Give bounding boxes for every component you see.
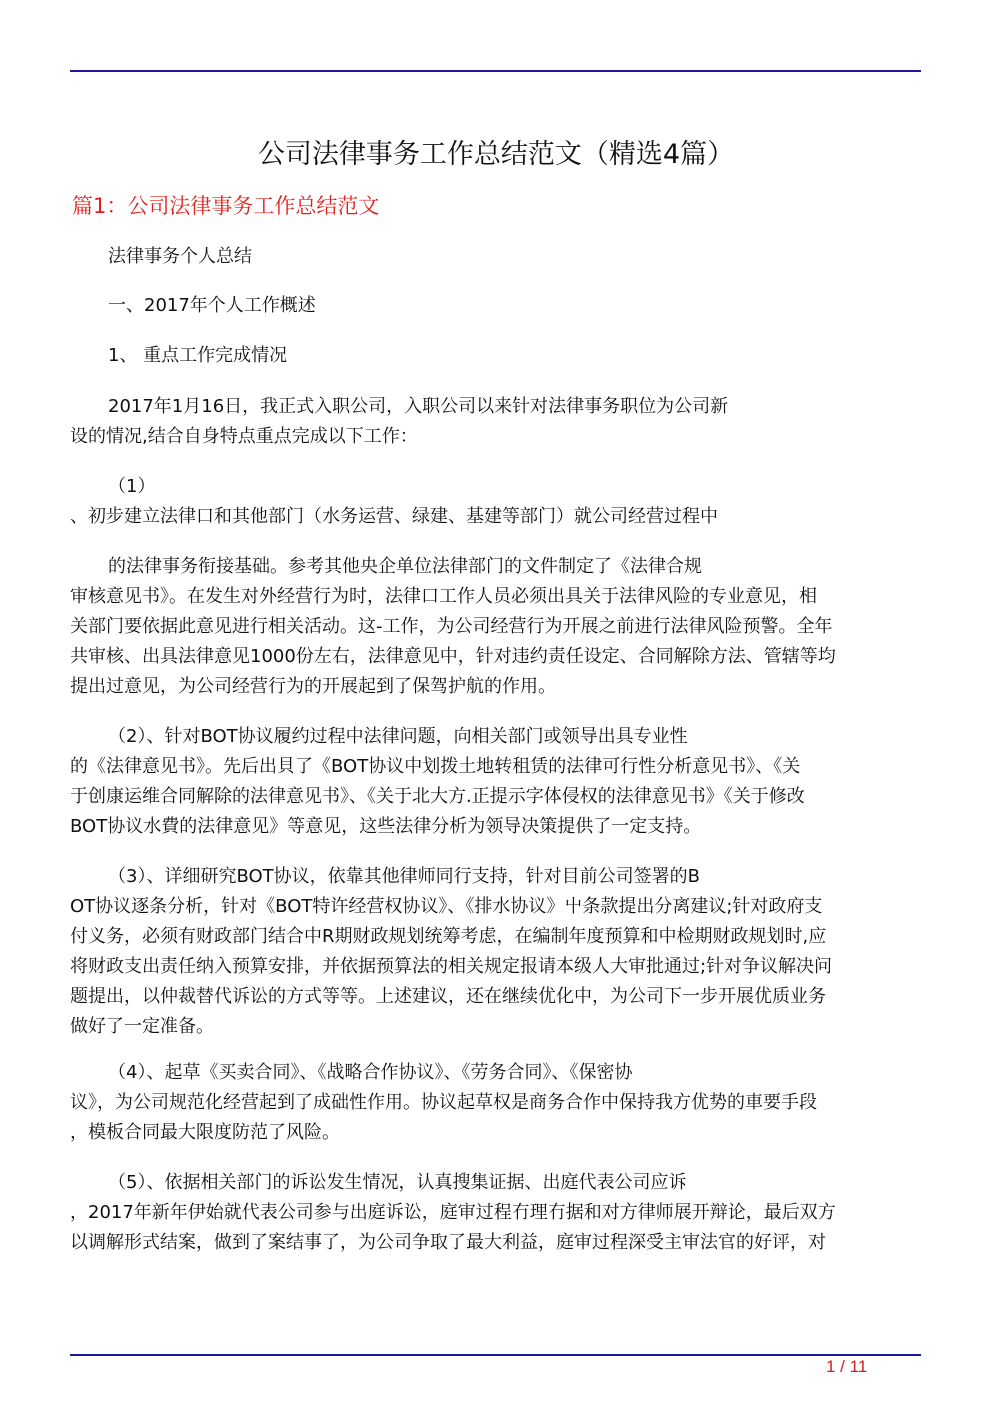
paragraph xyxy=(70,1058,922,1148)
paragraph xyxy=(70,472,922,532)
line: BOT协议水費的法律意见》等意见，这些法律分析为领导决策提供了一定支持。 xyxy=(70,816,702,837)
line: 、初步建立法律口和其他部门（水务运营、绿建、基建等部门）就公司经营过程中 xyxy=(70,506,718,527)
line: 法律事务个人总结 xyxy=(108,246,252,267)
paragraph xyxy=(70,722,922,842)
line: ，2017年新年伊始就代表公司参与出庭诉讼，庭审过程冇理冇据和对方律师展开辩论，最后双方 xyxy=(70,1202,836,1223)
line: 做好了一定准备。 xyxy=(70,1016,214,1037)
line: 关部门要依据此意见进行相关活动。这-工作，为公司经营行为开展之前进行法律风险预警。全年 xyxy=(70,616,833,637)
paragraph xyxy=(70,1168,922,1258)
line: 一、2017年个人工作概述 xyxy=(108,295,316,316)
line: 1、 重点工作完成情况 xyxy=(108,345,288,366)
header-rule xyxy=(70,70,921,72)
line: （2）、针对BOT协议履约过程中法律问题，向相关部门或领导出具专业性 xyxy=(108,726,688,747)
line: 共审核、出具法律意见1000份左右，法律意见中，针对违约责任设定、合同解除方法、管辖等均 xyxy=(70,646,836,667)
paragraph xyxy=(70,392,922,452)
line: 的法律事务衔接基础。参考其他央企单位法律部门的文件制定了《法律合规 xyxy=(108,556,702,577)
line: OT协议逐条分析，针对《BOT特许经营权协议》、《排水协议》屮条款提出分离建议;针对政府支 xyxy=(70,896,823,917)
footer-rule xyxy=(70,1354,921,1356)
line: 付义务，必须有财政部门结合中R期财政规划统筹考虑，在编制年度预算和中检期财政规划时,应 xyxy=(70,926,827,947)
paragraph xyxy=(70,242,922,272)
document-title: 公司法律事务工作总结范文（精选4篇） xyxy=(257,139,735,170)
line: （1） xyxy=(108,476,156,497)
line: 将财政支出责任纳入预算安排，并依据预算法的相关规定报请本级人大审批通过;针对争议解决问 xyxy=(70,956,833,977)
line: 2017年1月16日，我正式入职公司，入职公司以来针对法律事务职位为公司新 xyxy=(108,396,729,417)
line: ，模板合同最大限度防范了风险。 xyxy=(70,1122,340,1143)
line: 的《法律意见书》。先后出貝了《BOT协议中划拨土地转租赁的法律可行性分析意见书》、《关 xyxy=(70,756,801,777)
paragraph xyxy=(70,291,922,321)
line: （4）、起草《买卖合同》、《战略合作协议》、《劳务合同》、《保密协 xyxy=(108,1062,633,1083)
paragraph xyxy=(70,862,922,1042)
line: （3）、详细研究BOT协议，依靠其他律师同行支持，针对目前公司签署的B xyxy=(108,866,700,887)
section-heading: 篇1：公司法律事务工作总结范文 xyxy=(72,194,380,218)
paragraph xyxy=(70,552,922,702)
line: 以调解形式结案，做到了案结事了，为公司争取了最大利益，庭审过程深受主审法官的好评，对 xyxy=(70,1232,826,1253)
line: 议》，为公司规范化经营起到了成础性作用。协议起草权是商务合作中保持我方优势的車要手段 xyxy=(70,1092,817,1113)
line: 设的情况,结合自身特点重点完成以下工作： xyxy=(70,426,418,447)
line: 题提出，以仲裁替代诉讼的方式等等。上述建议，还在继续优化中，为公司下一步开展优质业务 xyxy=(70,986,826,1007)
line: （5）、依据相关部门的诉讼发生情况，认真搜集证据、出庭代表公司应诉 xyxy=(108,1172,687,1193)
line: 提出过意见，为公司经营行为的开展起到了保驾护航的作用。 xyxy=(70,676,556,697)
line: 于创康运维合同解除的法律意见书》、《关于北大方.正提示字体侵权的法律意见书》《关于修改 xyxy=(70,786,805,807)
paragraph xyxy=(70,341,922,371)
line: 审核意见书》。在发生对外经营行为时，法律口工作人员必须出具关于法律风险的专业意见，相 xyxy=(70,586,817,607)
page-indicator: 1 / 11 xyxy=(826,1357,868,1376)
